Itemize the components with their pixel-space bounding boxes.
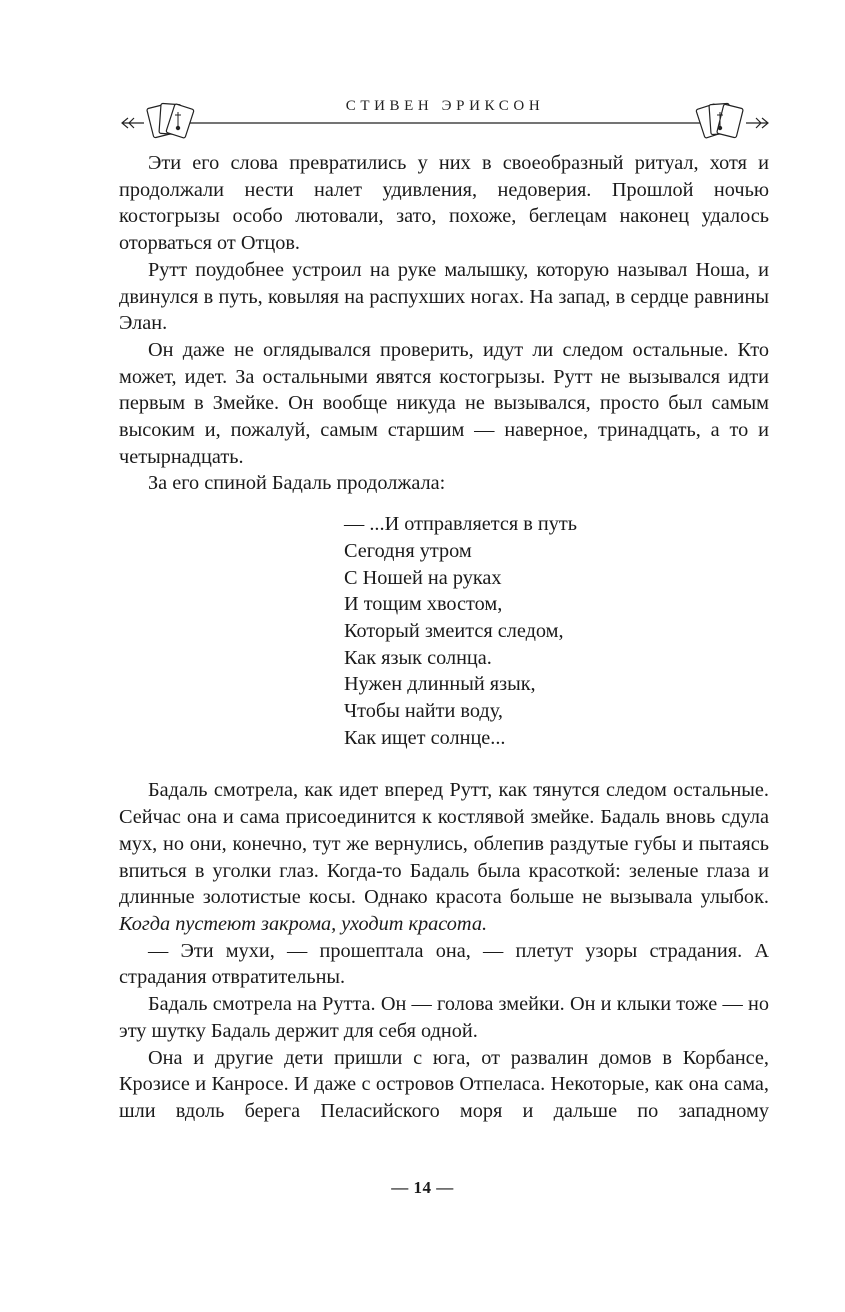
paragraph-text: Бадаль смотрела, как идет вперед Рутт, как тянутся следом остальные. Сейчас она и сама присоединится к костлявой змейке. Бадаль вновь сдула мух, но они, конечно, тут же вернулись, облепив раздутые губы и пытаясь впиться в уголки глаз. Когда-то Бадаль была красоткой: зеленые глаза и длинные золотистые косы. Однако красота больше не вызывала улыбок. xyxy=(119,779,769,909)
poem-line: Как язык солнца. xyxy=(344,646,492,669)
poem-line: Чтобы найти воду, xyxy=(344,700,503,723)
page-number: — 14 — xyxy=(391,1178,454,1197)
poem-line: Который змеится следом, xyxy=(344,619,564,642)
poem-line: Как ищет солнце... xyxy=(344,726,506,749)
page-body xyxy=(119,150,769,1125)
italic-phrase: Когда пустеют закрома, уходит красота. xyxy=(119,912,488,935)
paragraph: — Эти мухи, — прошептала она, — плетут узоры страдания. А страдания отвратительны. xyxy=(119,939,769,989)
paragraph xyxy=(119,777,769,937)
paragraph: За его спиной Бадаль продолжала: xyxy=(148,472,446,495)
running-header xyxy=(120,92,770,152)
paragraph: Он даже не оглядывался проверить, идут ли следом остальные. Кто может, идет. За остальными явятся костогрызы. Рутт не вызывался идти первым в Змейке. Он вообще никуда не вызывался, просто был самым высоким и, пожалуй, самым старшим — наверное, тринадцать, а то и четырнадцать. xyxy=(119,338,769,468)
poem-line: Нужен длинный язык, xyxy=(344,673,536,696)
poem xyxy=(344,511,769,751)
header-title: СТИВЕН ЭРИКСОН xyxy=(345,98,545,114)
paragraph: Эти его слова превратились у них в своеобразный ритуал, хотя и продолжали нести налет удивления, недоверия. Прошлой ночью костогрызы особо лютовали, зато, похоже, беглецам наконец удалось оторваться от Отцов. xyxy=(119,152,769,255)
poem-line: Сегодня утром xyxy=(344,539,472,562)
paragraph: Она и другие дети пришли с юга, от развалин домов в Корбансе, Крозисе и Канросе. И даже с островов Отпеласа. Некоторые, как она сама, шли вдоль берега Пеласийского моря и дальше по западному xyxy=(119,1046,769,1122)
poem-line: С Ношей на руках xyxy=(344,566,502,589)
poem-line: — ...И отправляется в путь xyxy=(344,513,578,536)
poem-line: И тощим хвостом, xyxy=(344,593,503,616)
paragraph: Рутт поудобнее устроил на руке малышку, которую называл Ноша, и двинулся в путь, ковыляя на распухших ногах. На запад, в сердце равнины Элан. xyxy=(119,258,769,335)
paragraph: Бадаль смотрела на Рутта. Он — голова змейки. Он и клыки тоже — но эту шутку Бадаль держит для себя одной. xyxy=(119,993,769,1042)
